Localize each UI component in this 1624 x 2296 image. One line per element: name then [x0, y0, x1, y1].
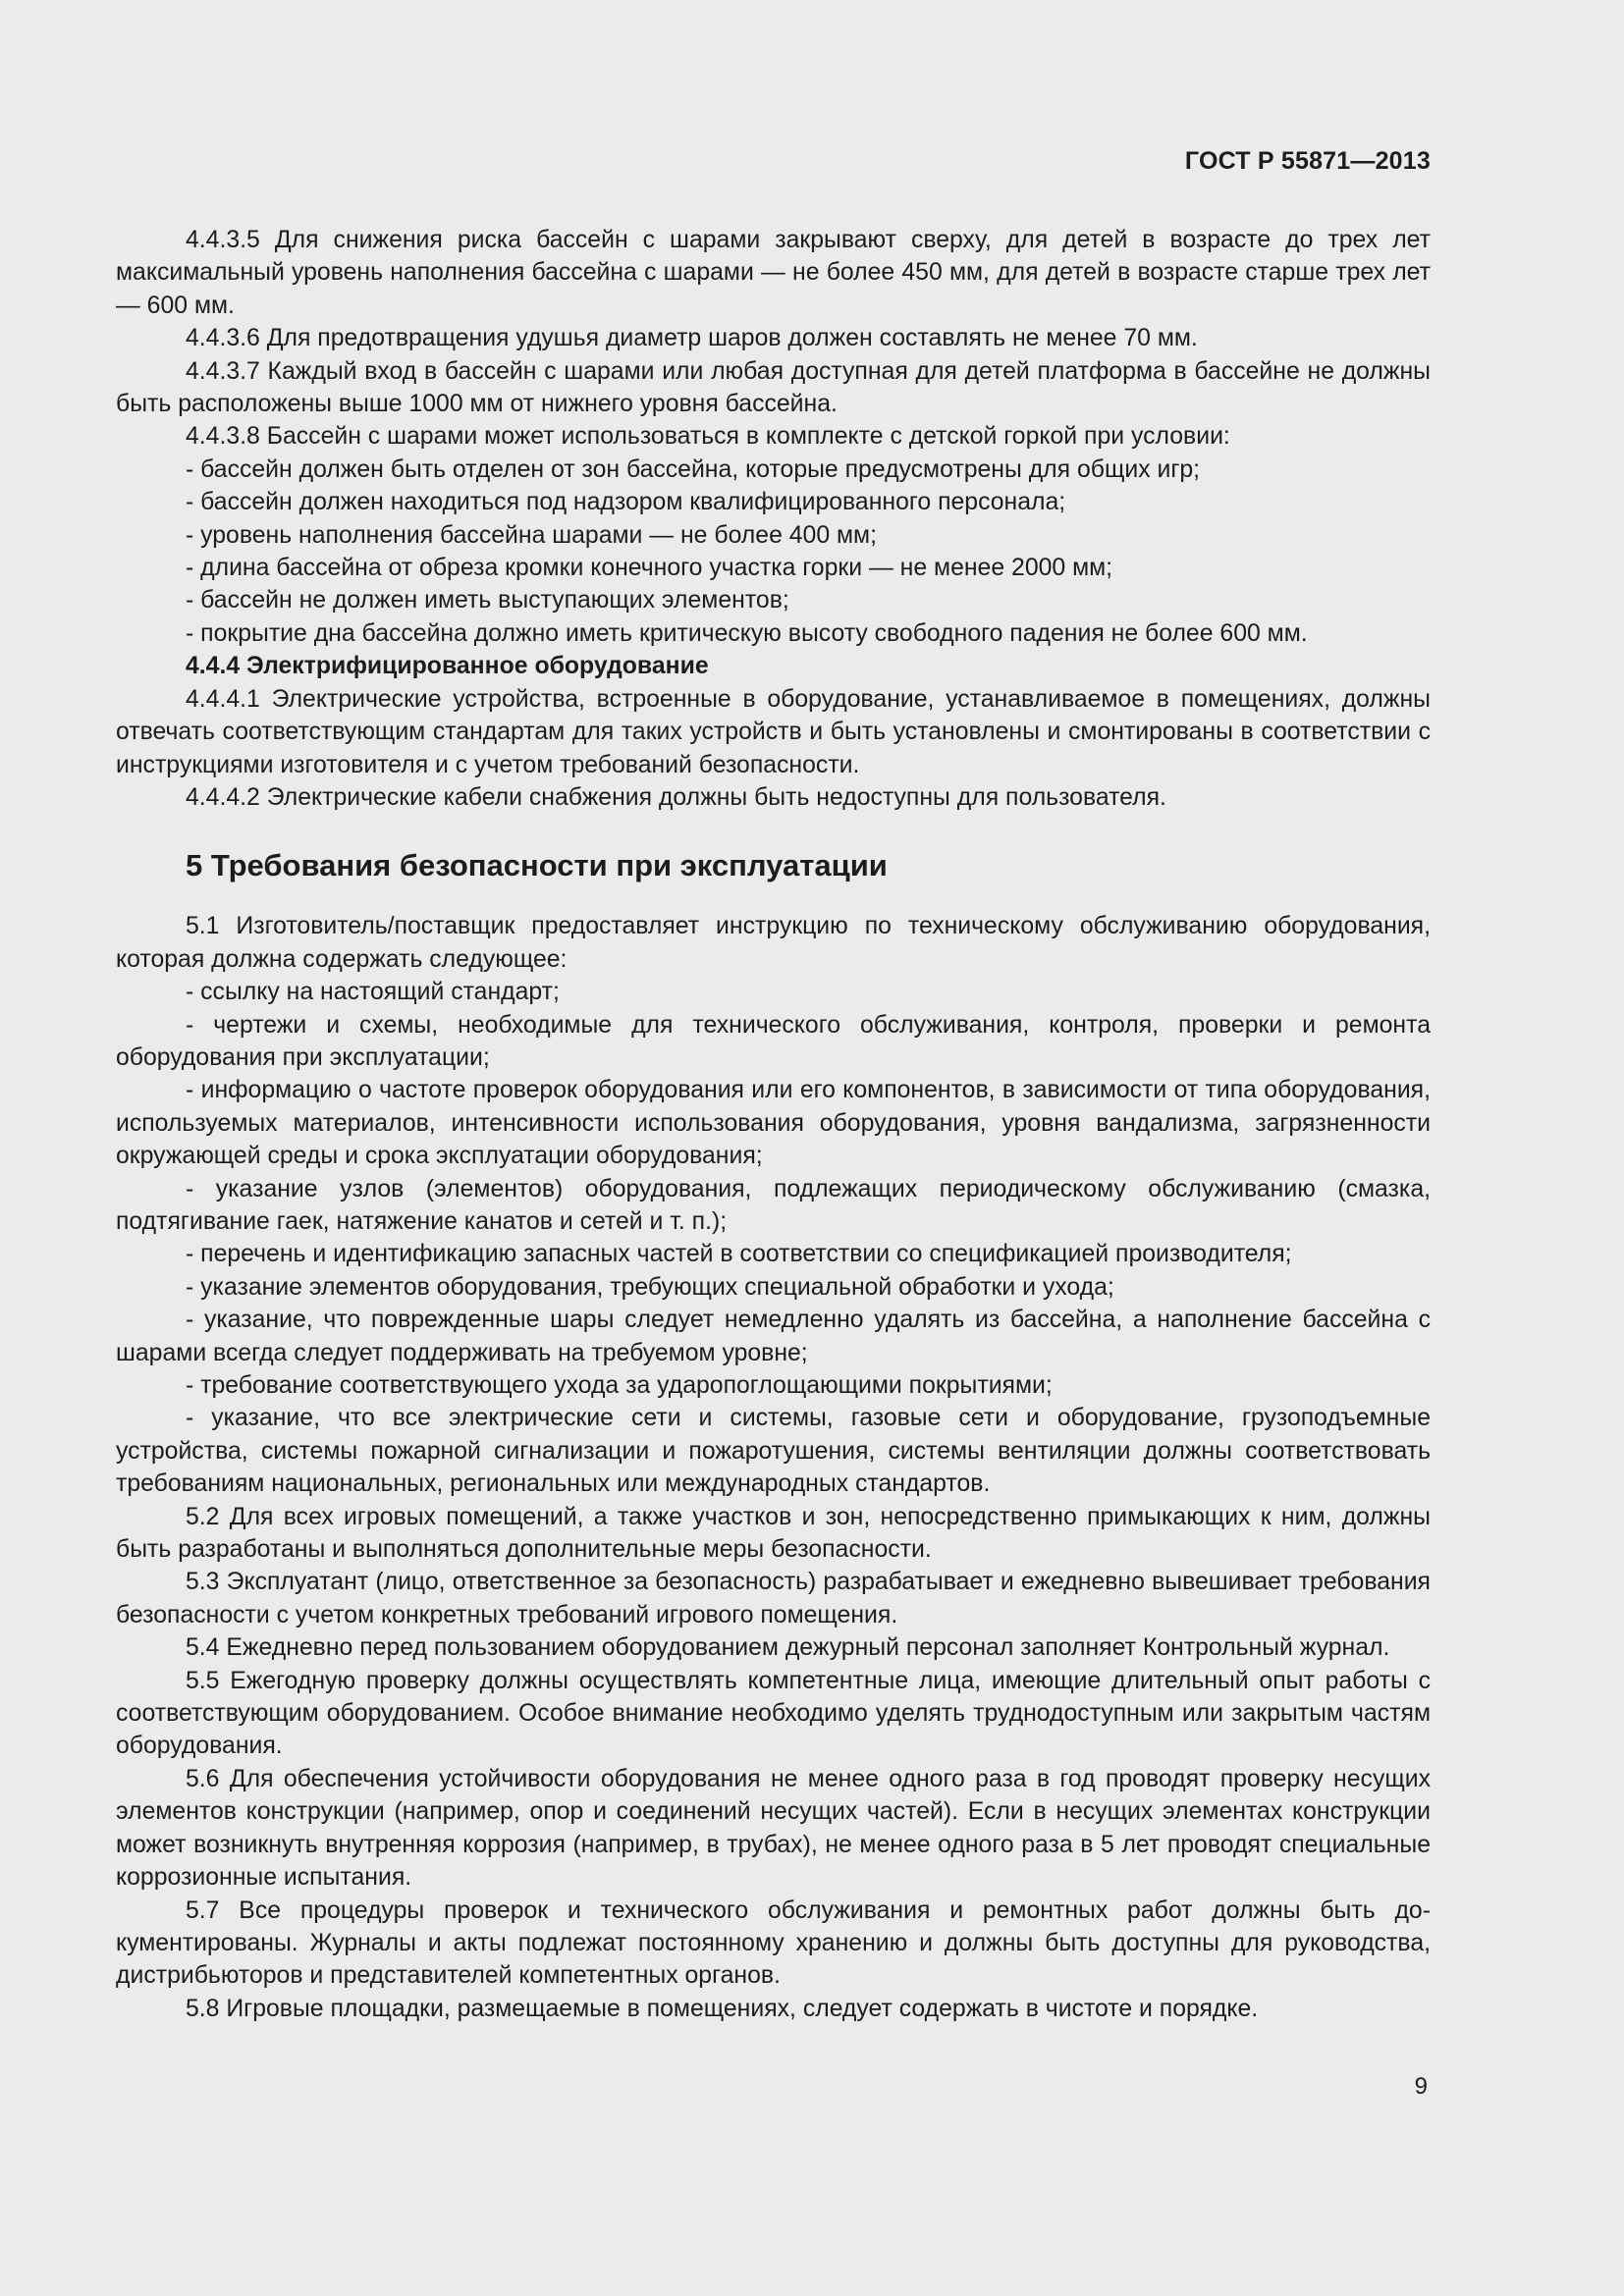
list-item: - длина бассейна от обреза кромки конечного участка горки — не менее 2000 мм; — [186, 555, 1113, 582]
document-code-header: ГОСТ Р 55871—2013 — [1184, 147, 1431, 175]
paragraph: 4.4.4.2 Электрические кабели снабжения должны быть недоступны для пользователя. — [186, 783, 1166, 811]
list-item: - перечень и идентификацию запасных частей в соответствии со спецификацией производителя; — [186, 1241, 1292, 1268]
paragraph: 5.1 Изготовитель/поставщик предоставляет инструкцию по техническому обслуживанию оборудования, которая должна содержать следующее: — [116, 913, 1431, 973]
list-item: - чертежи и схемы, необходимые для технического обслуживания, контроля, проверки и ремонта оборудования при эксплуатации; — [116, 1011, 1431, 1071]
list-item: - указание узлов (элементов) оборудования, подлежащих периодическому обслуживанию (смазка, подтягивание гаек, натяжение канатов и сетей и т. п.); — [116, 1175, 1431, 1235]
list-item: - указание, что все электрические сети и системы, газовые сети и оборудование, грузоподъемные устройства, системы пожарной сигнализации и пожаротушения, системы вентиляции должны соответствовать требованиям национальных, региональных или международных стандартов. — [116, 1405, 1431, 1498]
list-item: - требование соответствующего ухода за ударопоглощающими покрытиями; — [186, 1372, 1053, 1399]
page-number: 9 — [1414, 2073, 1428, 2100]
paragraph: 5.6 Для обеспечения устойчивости оборудования не менее одного раза в год проводят проверку несущих элементов конструкции (например, опор и соединений несущих частей). Если в несущих элементах конструкции может возникнуть внутренняя коррозия (например, в трубах), не менее одного раза в 5 лет проводят специальные коррозионные испытания. — [116, 1765, 1431, 1892]
section-heading: 5 Требования безопасности при эксплуатации — [186, 848, 888, 883]
paragraph: 4.4.4.1 Электрические устройства, встроенные в оборудование, устанавливаемое в помещениях, должны отвечать соответствующим стандартам для таких устройств и быть установлены и смонтированы в соответствии с инструкциями изготовителя и с учетом требований безопасности. — [116, 685, 1431, 778]
list-item: - бассейн должен быть отделен от зон бассейна, которые предусмотрены для общих игр; — [186, 455, 1201, 483]
paragraph: 5.5 Ежегодную проверку должны осуществлять компетентные лица, имеющие длительный опыт работы с соответствующим оборудованием. Особое внимание необходимо уделять труднодоступным или закрытым частям оборудования. — [116, 1667, 1431, 1760]
paragraph: 5.2 Для всех игровых помещений, а также участков и зон, непосредственно примыкающих к ним, должны быть разработаны и выполняться дополнительные меры безопасности. — [116, 1503, 1431, 1564]
paragraph: 5.3 Эксплуатант (лицо, ответственное за безопасность) разрабатывает и ежедневно вывешивает требования безопасности с учетом конкретных требований игрового помещения. — [116, 1569, 1431, 1629]
list-item: - покрытие дна бассейна должно иметь критическую высоту свободного падения не более 600 мм. — [186, 619, 1308, 647]
list-item: - уровень наполнения бассейна шарами — не более 400 мм; — [186, 521, 877, 549]
paragraph: 5.8 Игровые площадки, размещаемые в помещениях, следует содержать в чистоте и порядке. — [186, 1995, 1259, 2022]
document-body — [116, 224, 1431, 2025]
paragraph: 4.4.3.6 Для предотвращения удушья диаметр шаров должен составлять не менее 70 мм. — [186, 325, 1198, 352]
list-item: - информацию о частоте проверок оборудования или его компонентов, в зависимости от типа оборудования, используемых материалов, интенсивности использования оборудования, уровня вандализма, загрязненности окружающей среды и срока эксплуатации оборудования; — [116, 1077, 1431, 1170]
paragraph: 4.4.3.7 Каждый вход в бассейн с шарами или любая доступная для детей платформа в бассейне не должны быть расположены выше 1000 мм от нижнего уровня бассейна. — [116, 357, 1431, 418]
paragraph: 4.4.3.5 Для снижения риска бассейн с шарами закрывают сверху, для детей в возрасте до трех лет максимальный уровень наполнения бассейна с шарами — не более 450 мм, для детей в возрасте старше трех лет — 600 мм. — [116, 227, 1431, 319]
paragraph: 4.4.3.8 Бассейн с шарами может использоваться в комплекте с детской горкой при условии: — [186, 423, 1230, 451]
list-item: - бассейн должен находиться под надзором квалифицированного персонала; — [186, 489, 1066, 516]
list-item: - указание элементов оборудования, требующих специальной обработки и ухода; — [186, 1273, 1114, 1301]
paragraph: 5.4 Ежедневно перед пользованием оборудованием дежурный персонал заполняет Контрольный журнал. — [186, 1634, 1390, 1662]
list-item: - ссылку на настоящий стандарт; — [186, 979, 560, 1006]
list-item: - указание, что поврежденные шары следует немедленно удалять из бассейна, а наполнение бассейна с шарами всегда следует поддерживать на требуемом уровне; — [116, 1307, 1431, 1366]
list-item: - бассейн не должен иметь выступающих элементов; — [186, 587, 789, 614]
paragraph: 5.7 Все процедуры проверок и технического обслуживания и ремонтных работ должны быть документированы. Журналы и акты подлежат постоянному хранению и должны быть доступны для руководства, дистрибьюторов и представителей компетентных органов. — [116, 1896, 1431, 1990]
subsection-heading: 4.4.4 Электрифицированное оборудование — [186, 653, 709, 680]
